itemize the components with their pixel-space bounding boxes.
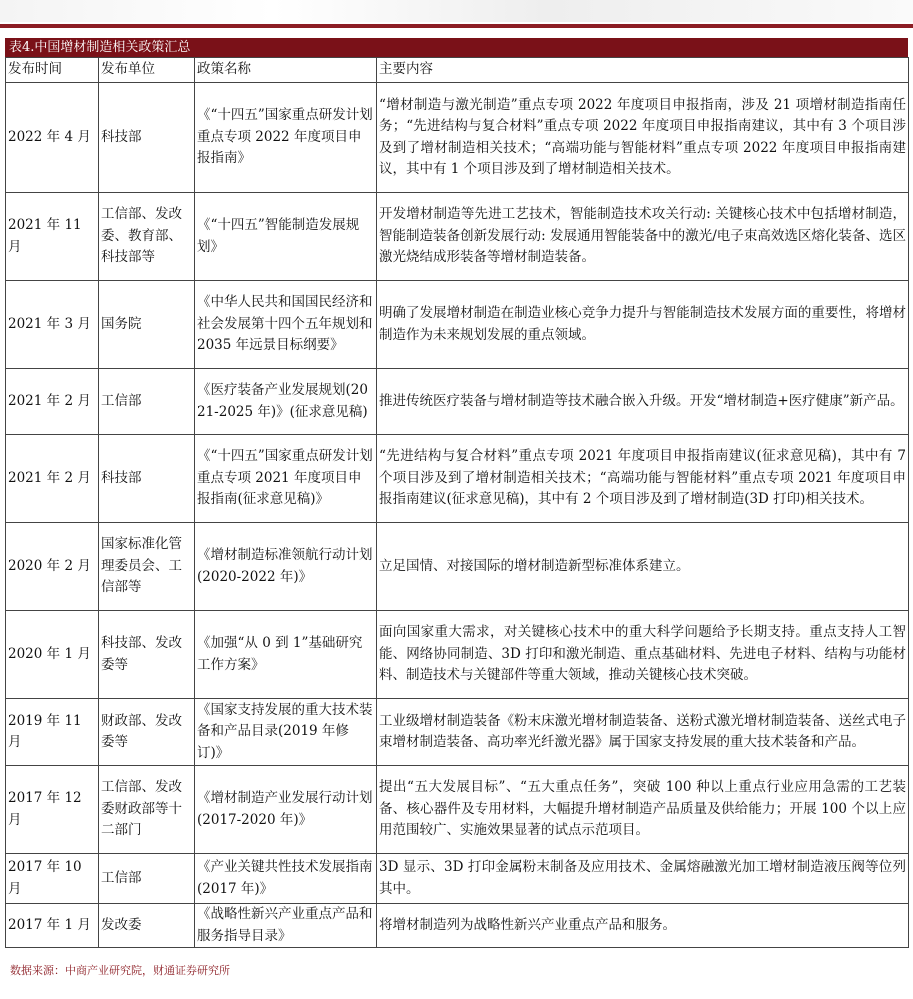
cell-unit: 工信部 (99, 369, 195, 435)
cell-date: 2021 年 3 月 (6, 281, 99, 369)
cell-date: 2017 年 10 月 (6, 854, 99, 904)
cell-policy: 《增材制造标准领航行动计划(2020-2022 年)》 (195, 523, 377, 611)
cell-policy: 《国家支持发展的重大技术装备和产品目录(2019 年修订)》 (195, 699, 377, 766)
cell-content: 工业级增材制造装备《粉末床激光增材制造装备、送粉式激光增材制造装备、送丝式电子束增材制造装备、高功率光纤激光器》属于国家支持发展的重大技术装备和产品。 (377, 699, 909, 766)
cell-unit: 工信部、发改委、教育部、科技部等 (99, 193, 195, 281)
cell-unit: 国家标准化管理委员会、工信部等 (99, 523, 195, 611)
cell-unit: 发改委 (99, 904, 195, 948)
table-title: 表4.中国增材制造相关政策汇总 (5, 38, 908, 57)
cell-unit: 工信部、发改委财政部等十二部门 (99, 766, 195, 854)
top-accent-line (0, 24, 913, 28)
cell-policy: 《“十四五”国家重点研发计划重点专项 2022 年度项目申报指南》 (195, 83, 377, 193)
cell-date: 2021 年 2 月 (6, 435, 99, 523)
header-content: 主要内容 (377, 58, 909, 83)
cell-date: 2020 年 2 月 (6, 523, 99, 611)
cell-policy: 《“十四五”智能制造发展规划》 (195, 193, 377, 281)
cell-policy: 《战略性新兴产业重点产品和服务指导目录》 (195, 904, 377, 948)
table-row (6, 369, 909, 435)
table-row (6, 611, 909, 699)
header-policy: 政策名称 (195, 58, 377, 83)
cell-unit: 财政部、发改委等 (99, 699, 195, 766)
cell-content: 立足国情、对接国际的增材制造新型标准体系建立。 (377, 523, 909, 611)
cell-content: 推进传统医疗装备与增材制造等技术融合嵌入升级。开发“增材制造+医疗健康”新产品。 (377, 369, 909, 435)
cell-unit: 科技部 (99, 83, 195, 193)
top-decorative-strip (0, 0, 913, 22)
cell-content: 将增材制造列为战略性新兴产业重点产品和服务。 (377, 904, 909, 948)
header-date: 发布时间 (6, 58, 99, 83)
cell-content: 面向国家重大需求，对关键核心技术中的重大科学问题给予长期支持。重点支持人工智能、网络协同制造、3D 打印和激光制造、重点基础材料、先进电子材料、结构与功能材料、制造技术与关键部件等重大领域，推动关键核心技术突破。 (377, 611, 909, 699)
table-row (6, 281, 909, 369)
policy-table (5, 57, 909, 948)
cell-unit: 工信部 (99, 854, 195, 904)
cell-date: 2022 年 4 月 (6, 83, 99, 193)
cell-date: 2020 年 1 月 (6, 611, 99, 699)
cell-unit: 国务院 (99, 281, 195, 369)
cell-unit: 科技部 (99, 435, 195, 523)
cell-date: 2021 年 11 月 (6, 193, 99, 281)
cell-date: 2019 年 11 月 (6, 699, 99, 766)
cell-policy: 《中华人民共和国国民经济和社会发展第十四个五年规划和 2035 年远景目标纲要》 (195, 281, 377, 369)
table-row (6, 83, 909, 193)
cell-policy: 《加强“从 0 到 1”基础研究工作方案》 (195, 611, 377, 699)
cell-content: 提出“五大发展目标”、“五大重点任务”，突破 100 种以上重点行业应用急需的工艺装备、核心器件及专用材料，大幅提升增材制造产品质量及供给能力；开展 100 个以上应用范围较广、实施效果显著的试点示范项目。 (377, 766, 909, 854)
table-row (6, 904, 909, 948)
cell-unit: 科技部、发改委等 (99, 611, 195, 699)
source-note: 数据来源：中商产业研究院，财通证券研究所 (10, 964, 230, 977)
cell-content: “先进结构与复合材料”重点专项 2021 年度项目申报指南建议(征求意见稿)，其中有 7 个项目涉及到了增材制造相关技术；“高端功能与智能材料”重点专项 2021 年度项目申报指南建议(征求意见稿)，其中有 2 个项目涉及到了增材制造(3D 打印)相关技术。 (377, 435, 909, 523)
table-row (6, 435, 909, 523)
table-row (6, 523, 909, 611)
cell-policy: 《产业关键共性技术发展指南(2017 年)》 (195, 854, 377, 904)
cell-date: 2017 年 12 月 (6, 766, 99, 854)
cell-date: 2021 年 2 月 (6, 369, 99, 435)
cell-policy: 《“十四五”国家重点研发计划重点专项 2021 年度项目申报指南(征求意见稿)》 (195, 435, 377, 523)
table-row (6, 854, 909, 904)
cell-policy: 《增材制造产业发展行动计划(2017-2020 年)》 (195, 766, 377, 854)
cell-content: “增材制造与激光制造”重点专项 2022 年度项目申报指南，涉及 21 项增材制造指南任务；“先进结构与复合材料”重点专项 2022 年度项目申报指南建议，其中有 3 个项目涉及到了增材制造相关技术；“高端功能与智能材料”重点专项 2022 年度项目申报指南建议，其中有 1 个项目涉及到了增材制造相关技术。 (377, 83, 909, 193)
table-row (6, 766, 909, 854)
cell-content: 3D 显示、3D 打印金属粉末制备及应用技术、金属熔融激光加工增材制造液压阀等位列其中。 (377, 854, 909, 904)
cell-content: 开发增材制造等先进工艺技术，智能制造技术攻关行动: 关键核心技术中包括增材制造，智能制造装备创新发展行动: 发展通用智能装备中的激光/电子束高效选区熔化装备、选区激光烧结成形装备等增材制造装备。 (377, 193, 909, 281)
table-row (6, 193, 909, 281)
cell-content: 明确了发展增材制造在制造业核心竞争力提升与智能制造技术发展方面的重要性，将增材制造作为未来规划发展的重点领域。 (377, 281, 909, 369)
cell-date: 2017 年 1 月 (6, 904, 99, 948)
table-row (6, 699, 909, 766)
header-unit: 发布单位 (99, 58, 195, 83)
table-header-row (6, 58, 909, 83)
cell-policy: 《医疗装备产业发展规划(2021-2025 年)》(征求意见稿) (195, 369, 377, 435)
